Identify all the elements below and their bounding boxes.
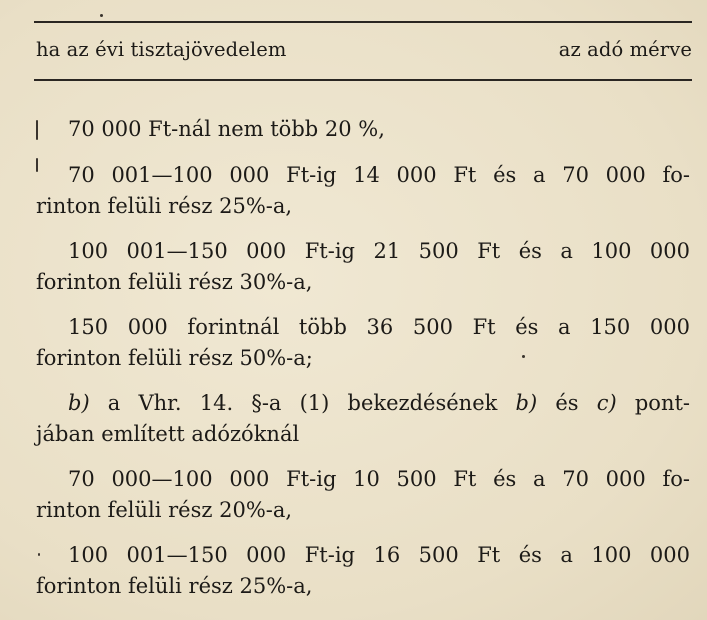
entry-line: 70 000 Ft-nál nem több 20 %, xyxy=(68,117,385,141)
tax-bracket-entry xyxy=(36,464,690,526)
print-speck xyxy=(100,14,103,17)
entry-line: 100 001—150 000 Ft-ig 16 500 Ft és a 100 000 xyxy=(68,543,690,567)
entry-line: 70 000—100 000 Ft-ig 10 500 Ft és a 70 000 fo- xyxy=(68,467,690,491)
tax-bracket-entry xyxy=(36,114,690,145)
entry-line-continuation: jában említett adózóknál xyxy=(36,422,300,446)
clause-text: pont- xyxy=(616,391,690,415)
clause-text: és xyxy=(537,391,597,415)
entry-line-continuation: rinton felüli rész 20%-a, xyxy=(36,498,293,522)
clause-letter: b) xyxy=(68,391,90,415)
clause-letter: b) xyxy=(515,391,538,415)
clause-text: a Vhr. 14. §-a (1) bekezdésének xyxy=(89,391,516,415)
entry-line: 100 001—150 000 Ft-ig 21 500 Ft és a 100 000 xyxy=(68,239,690,263)
entry-line-continuation: forinton felüli rész 50%-a; xyxy=(36,346,313,370)
entry-line-continuation: forinton felüli rész 25%-a, xyxy=(36,574,313,598)
entry-line-continuation: forinton felüli rész 30%-a, xyxy=(36,270,313,294)
print-speck xyxy=(36,158,38,172)
tax-bracket-entry xyxy=(36,160,690,222)
print-speck xyxy=(36,120,38,140)
header-bottom-rule xyxy=(34,79,692,81)
header-income-label: ha az évi tisztajövedelem xyxy=(36,38,287,61)
clause-letter: c) xyxy=(596,391,617,415)
tax-bracket-entry xyxy=(36,236,690,298)
tax-bracket-entry xyxy=(36,540,690,602)
entry-line xyxy=(36,388,690,419)
entry-line: 70 001—100 000 Ft-ig 14 000 Ft és a 70 000 fo- xyxy=(68,163,690,187)
print-speck xyxy=(38,553,40,556)
table-header xyxy=(36,38,692,62)
print-speck xyxy=(522,355,525,358)
taxpayer-category-heading xyxy=(36,388,690,450)
header-top-rule xyxy=(34,21,692,23)
entry-line: 150 000 forintnál több 36 500 Ft és a 150 000 xyxy=(68,315,690,339)
tax-bracket-entry xyxy=(36,312,690,374)
header-tax-rate-label: az adó mérve xyxy=(558,38,692,61)
entry-line-continuation: rinton felüli rész 25%-a, xyxy=(36,194,293,218)
